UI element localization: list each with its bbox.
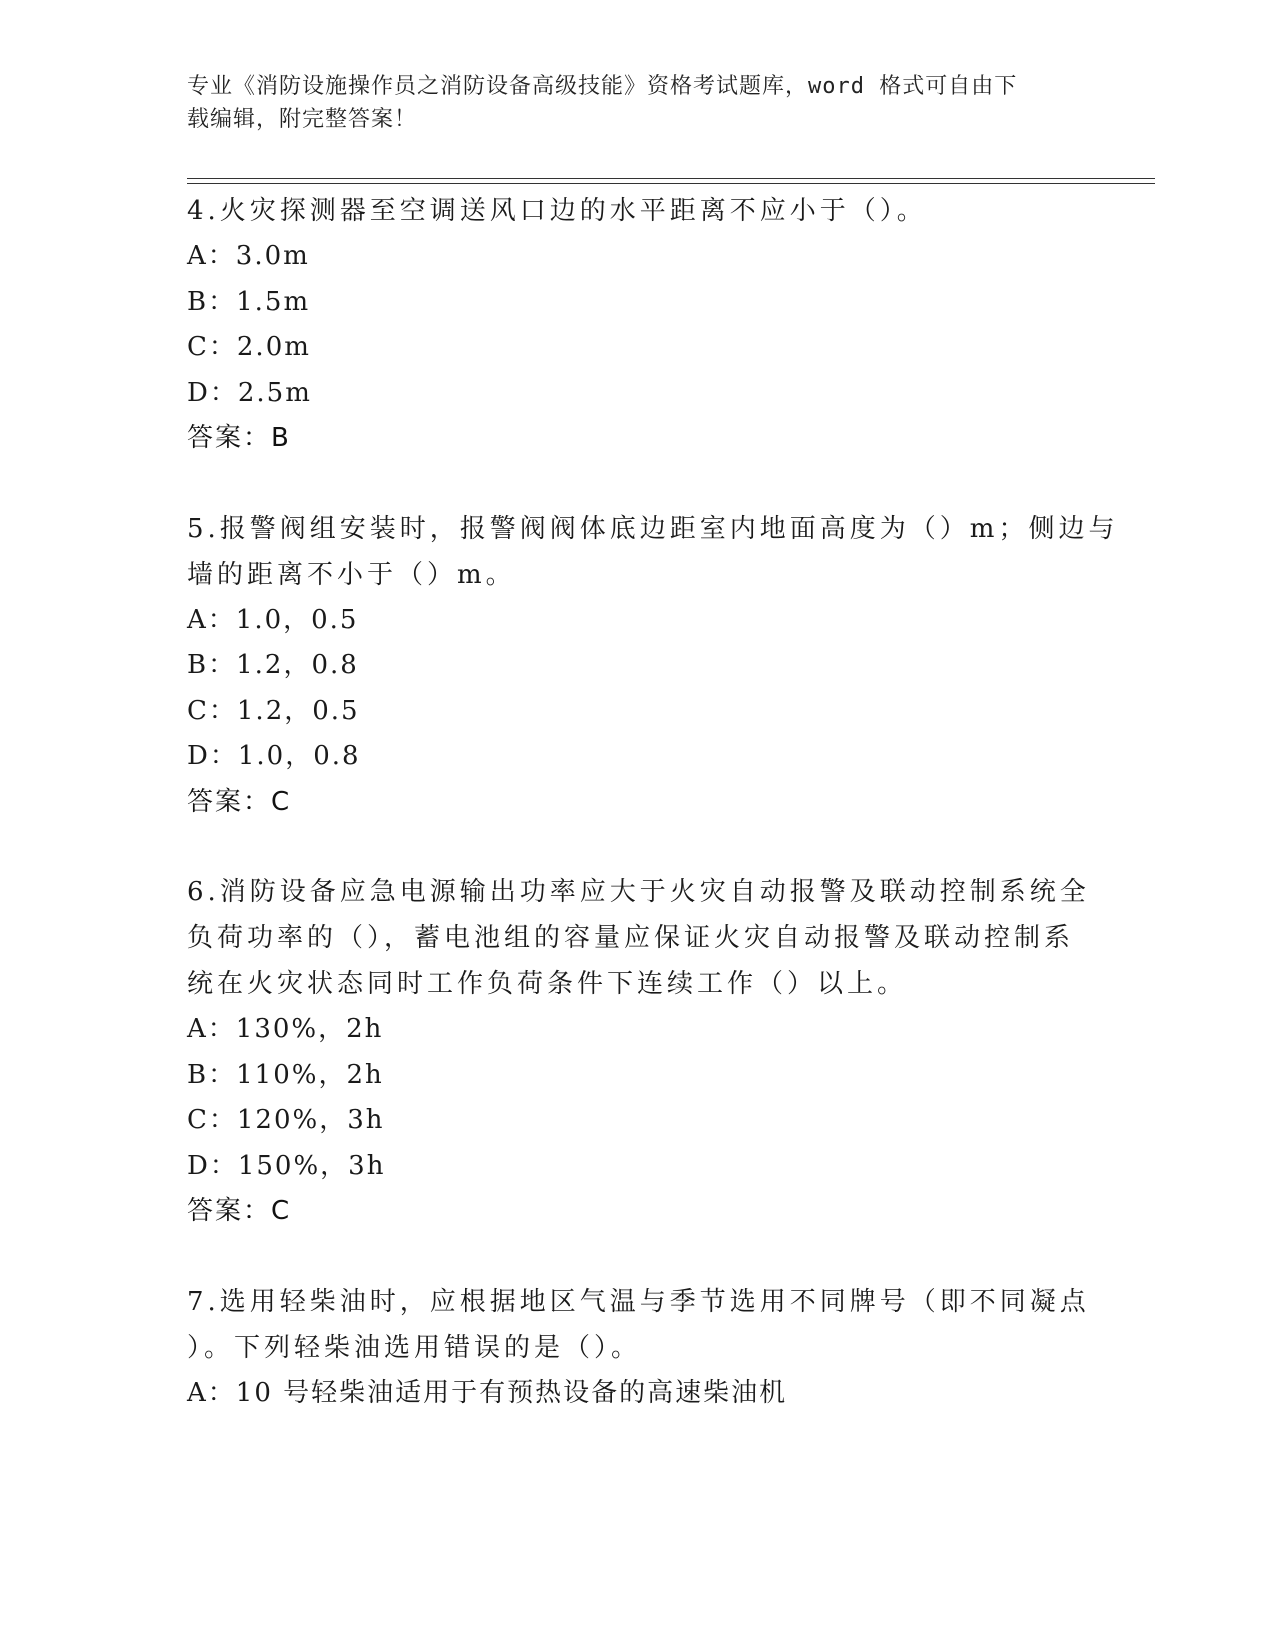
question-stem: 负荷功率的（），蓄电池组的容量应保证火灾自动报警及联动控制系 — [187, 923, 1075, 953]
option-c: C：120%，3h — [187, 1105, 385, 1135]
question-stem: 7.选用轻柴油时，应根据地区气温与季节选用不同牌号（即不同凝点 — [187, 1286, 1090, 1317]
spacer — [187, 1235, 1087, 1279]
answer: 答案：C — [187, 1196, 292, 1226]
header-line-1: 专业《消防设施操作员之消防设备高级技能》资格考试题库，word 格式可自由下 — [187, 74, 1018, 99]
option-a: A：130%，2h — [187, 1014, 384, 1044]
question-stem: 统在火灾状态同时工作负荷条件下连续工作（）以上。 — [187, 969, 908, 999]
question-stem: 墙的距离不小于（）m。 — [187, 559, 516, 590]
option-b: B：110%，2h — [187, 1059, 384, 1090]
question-stem: 6.消防设备应急电源输出功率应大于火灾自动报警及联动控制系统全 — [187, 877, 1090, 907]
option-d: D：150%，3h — [187, 1150, 386, 1181]
header-divider-top — [187, 178, 1155, 179]
header-line-2: 载编辑，附完整答案！ — [187, 107, 418, 132]
option-a: A：1.0，0.5 — [187, 604, 359, 635]
spacer — [187, 462, 1087, 506]
option-d: D：1.0，0.8 — [187, 741, 361, 771]
question-stem: ）。下列轻柴油选用错误的是（）。 — [187, 1332, 642, 1363]
option-c: C：1.2，0.5 — [187, 695, 360, 726]
question-stem: 4.火灾探测器至空调送风口边的水平距离不应小于（）。 — [187, 196, 927, 226]
option-b: B：1.5m — [187, 286, 311, 317]
answer: 答案：B — [187, 423, 291, 453]
document-header — [187, 70, 1087, 136]
question-5 — [187, 506, 1119, 826]
option-d: D：2.5m — [187, 377, 312, 408]
spacer — [187, 825, 1087, 869]
option-a: A：10 号轻柴油适用于有预热设备的高速柴油机 — [187, 1377, 788, 1408]
option-a: A：3.0m — [187, 241, 310, 271]
option-b: B：1.2，0.8 — [187, 650, 359, 680]
question-4 — [187, 188, 1087, 462]
question-list — [187, 188, 1119, 1416]
option-c: C：2.0m — [187, 332, 311, 362]
question-7 — [187, 1279, 1090, 1417]
header-divider-bottom — [187, 183, 1155, 184]
question-stem: 5.报警阀组安装时，报警阀阀体底边距室内地面高度为（）m；侧边与 — [187, 513, 1119, 544]
answer: 答案：C — [187, 786, 292, 817]
question-6 — [187, 869, 1090, 1235]
